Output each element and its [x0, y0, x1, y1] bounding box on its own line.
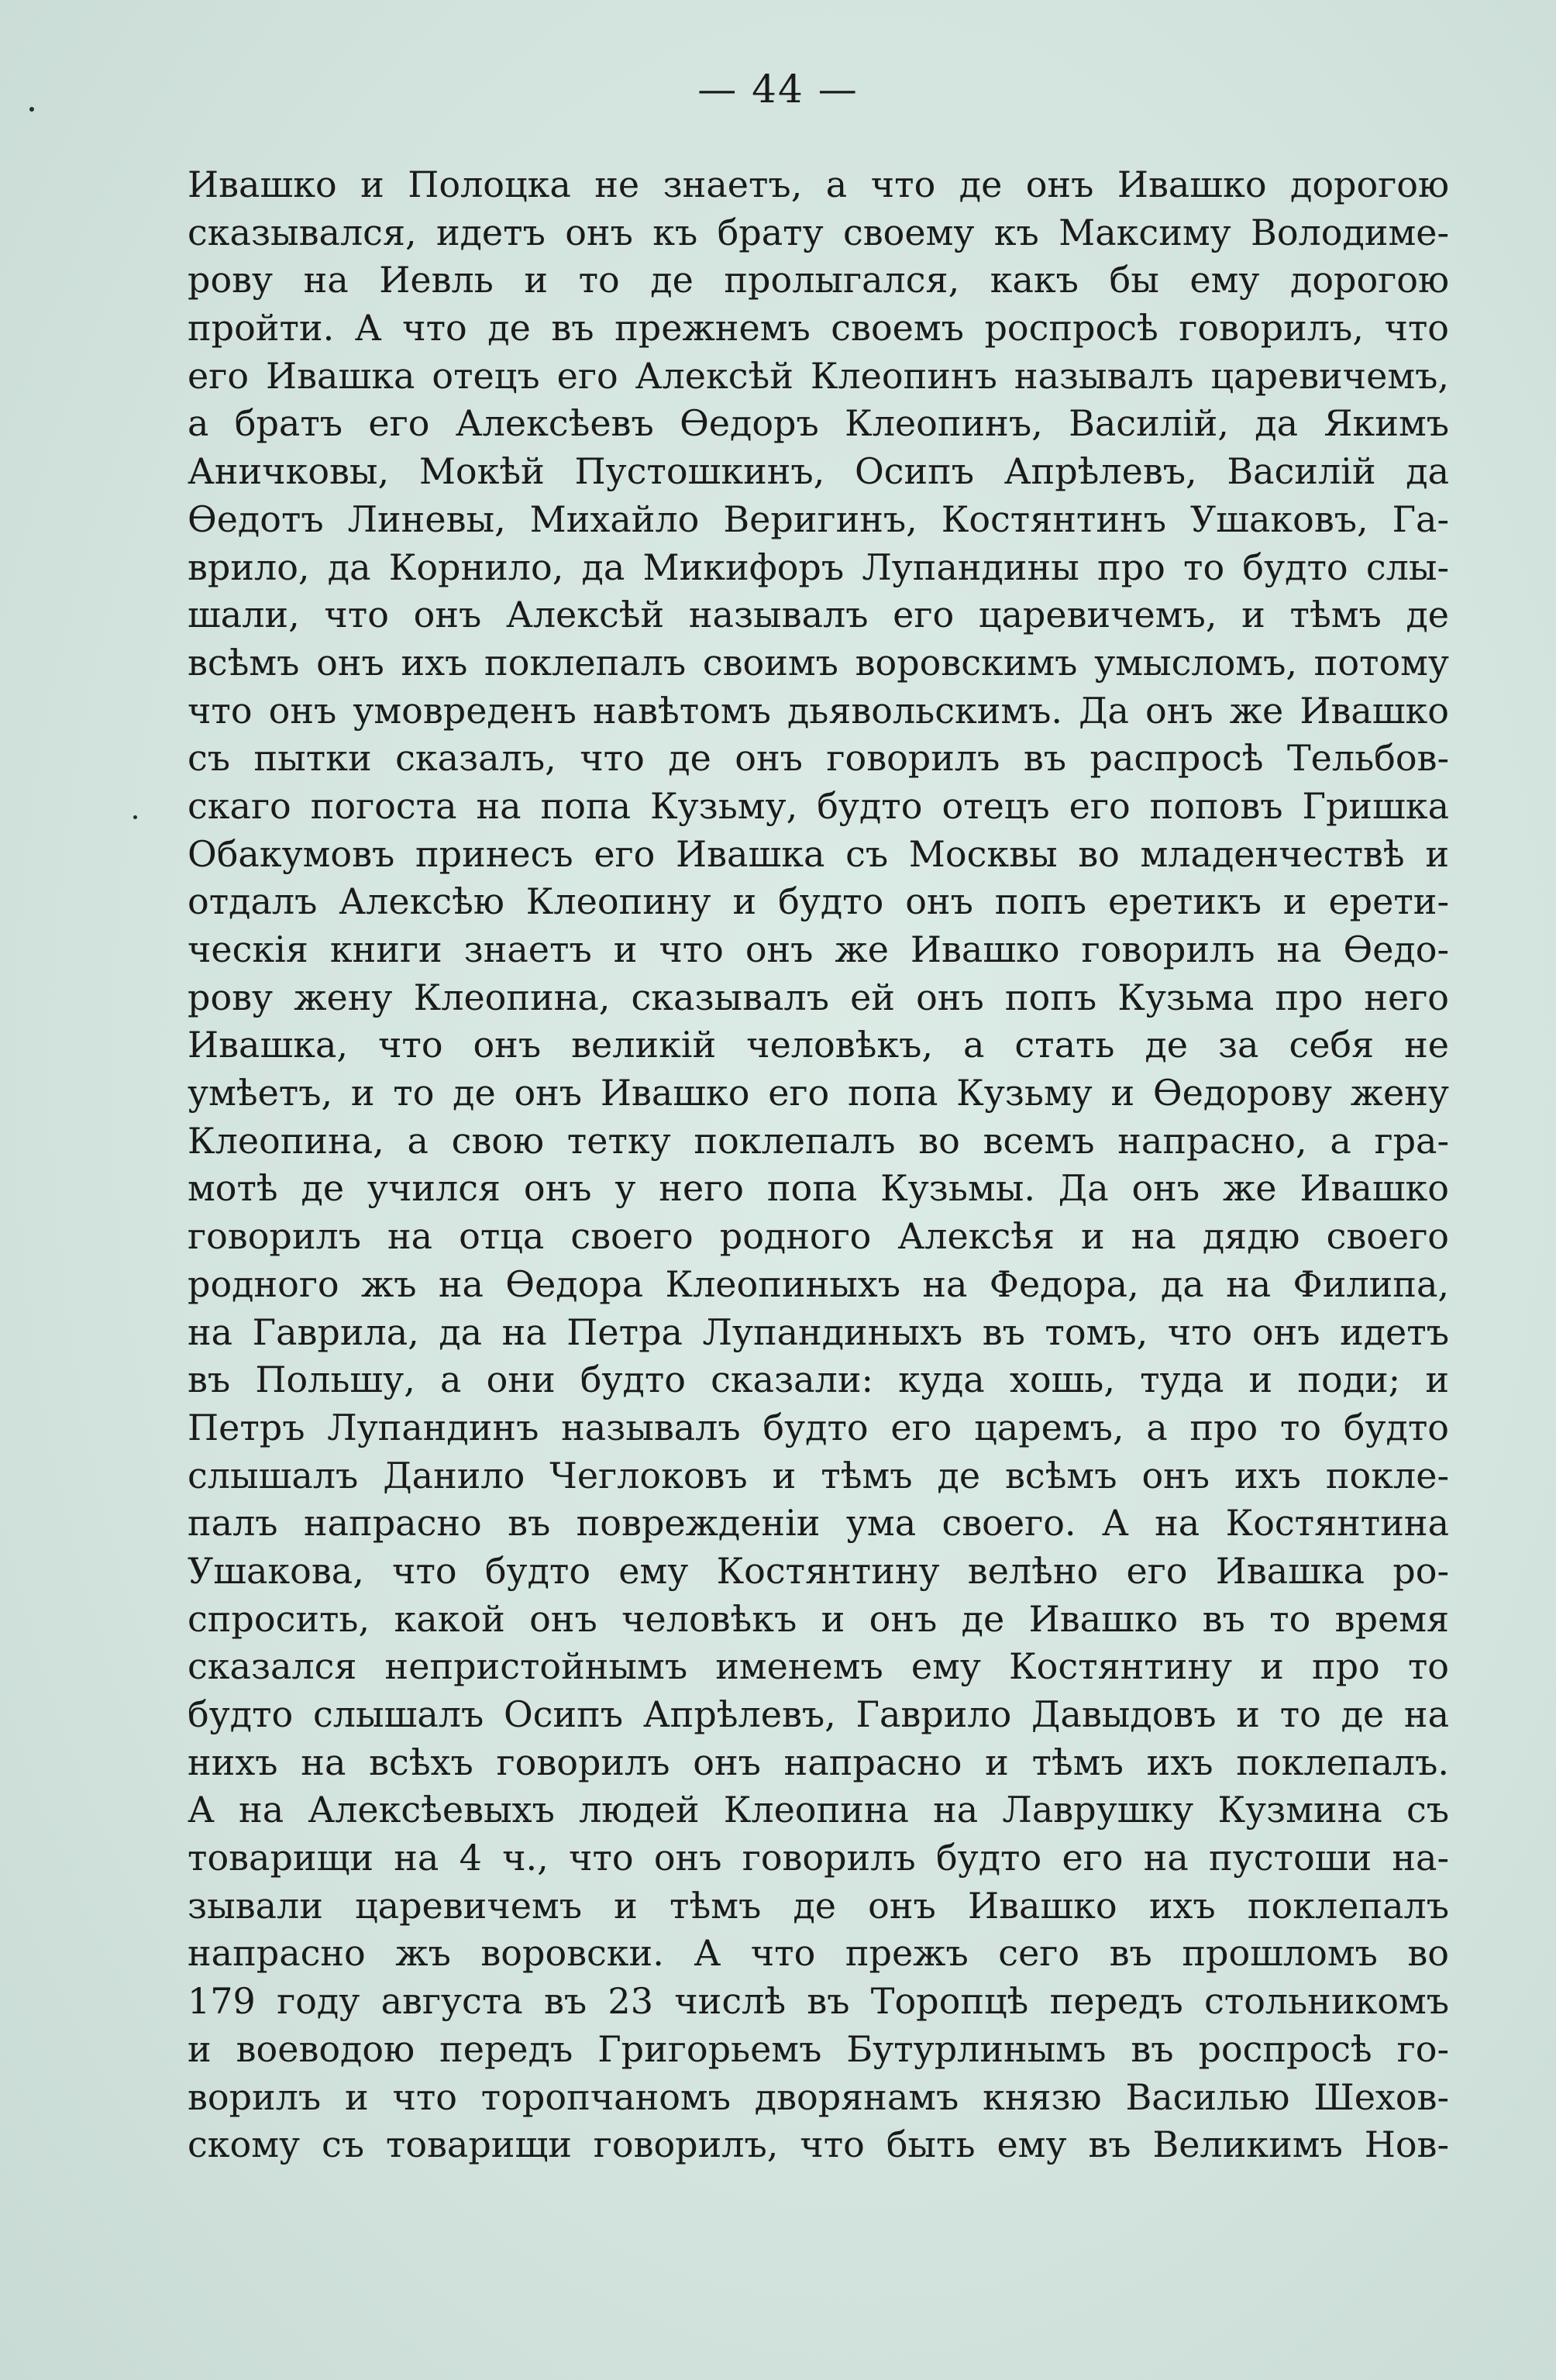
- text-line: А на Алексѣевыхъ людей Клеопина на Лаврушку Кузмина съ: [188, 1789, 1449, 1831]
- text-line: ворилъ и что торопчаномъ дворянамъ князю Василью Шехов-: [188, 2075, 1449, 2118]
- text-line: и воеводою передъ Григорьемъ Бутурлинымъ въ роспросѣ го-: [188, 2027, 1449, 2070]
- text-line: рову на Иевль и то де пролыгался, какъ бы ему дорогою: [188, 259, 1449, 301]
- text-line: ческiя книги знаетъ и что онъ же Ивашко говорилъ на Ѳедо-: [188, 928, 1449, 970]
- text-line: напрасно жъ воровски. А что прежъ сего въ прошломъ во: [188, 1932, 1449, 1975]
- text-line: что онъ умовреденъ навѣтомъ дьявольскимъ. Да онъ же Ивашко: [188, 689, 1449, 732]
- page-number: — 44 —: [697, 67, 859, 112]
- text-line: слышалъ Данило Чеглоковъ и тѣмъ де всѣмъ онъ ихъ покле-: [188, 1454, 1449, 1497]
- text-line: говорилъ на отца своего родного Алексѣя и на дядю своего: [188, 1215, 1449, 1258]
- paper-speck: [29, 107, 34, 112]
- paper-speck: [133, 815, 137, 819]
- text-line: Ивашка, что онъ великiй человѣкъ, а стать де за себя не: [188, 1024, 1449, 1066]
- text-line: скаго погоста на попа Кузьму, будто отецъ его поповъ Гришка: [188, 784, 1449, 827]
- text-line: Петръ Лупандинъ называлъ будто его царемъ, а про то будто: [188, 1406, 1449, 1448]
- text-line: спросить, какой онъ человѣкъ и онъ де Ивашко въ то время: [188, 1597, 1449, 1640]
- text-line: палъ напрасно въ поврежденiи ума своего. А на Костянтина: [188, 1502, 1449, 1545]
- text-line: Ушакова, что будто ему Костянтину велѣно его Ивашка ро-: [188, 1549, 1449, 1592]
- text-line: отдалъ Алексѣю Клеопину и будто онъ попъ еретикъ и ерети-: [188, 880, 1449, 923]
- text-line: Клеопина, а свою тетку поклепалъ во всемъ напрасно, а гра-: [188, 1119, 1449, 1162]
- text-line: сказывался, идетъ онъ къ брату своему къ Максиму Володиме-: [188, 211, 1449, 253]
- text-line: въ Польшу, а они будто сказали: куда хошь, туда и поди; и: [188, 1359, 1449, 1401]
- text-line: Аничковы, Мокѣй Пустошкинъ, Осипъ Апрѣлевъ, Василiй да: [188, 450, 1449, 493]
- text-line: сказался непристойнымъ именемъ ему Костянтину и про то: [188, 1645, 1449, 1688]
- text-line: мотѣ де учился онъ у него попа Кузьмы. Да онъ же Ивашко: [188, 1167, 1449, 1210]
- text-line: врило, да Корнило, да Микифоръ Лупандины про то будто слы-: [188, 546, 1449, 588]
- text-line: съ пытки сказалъ, что де онъ говорилъ въ распросѣ Тельбов-: [188, 737, 1449, 780]
- text-line: родного жъ на Ѳедора Клеопиныхъ на Федора, да на Филипа,: [188, 1262, 1449, 1305]
- text-line: на Гаврила, да на Петра Лупандиныхъ въ томъ, что онъ идетъ: [188, 1311, 1449, 1353]
- text-line: а братъ его Алексѣевъ Ѳедоръ Клеопинъ, Василiй, да Якимъ: [188, 402, 1449, 445]
- text-line: рову жену Клеопина, сказывалъ ей онъ попъ Кузьма про него: [188, 976, 1449, 1018]
- text-line: Ивашко и Полоцка не знаетъ, а что де онъ Ивашко дорогою: [188, 164, 1449, 205]
- text-line: будто слышалъ Осипъ Апрѣлевъ, Гаврило Давыдовъ и то де на: [188, 1693, 1449, 1735]
- body-text: [188, 161, 1449, 2169]
- text-line: шали, что онъ Алексѣй называлъ его царевичемъ, и тѣмъ де: [188, 594, 1449, 636]
- text-line: зывали царевичемъ и тѣмъ де онъ Ивашко ихъ поклепалъ: [188, 1884, 1449, 1927]
- text-line: Обакумовъ принесъ его Ивашка съ Москвы во младенчествѣ и: [188, 832, 1449, 875]
- text-line: 179 году августа въ 23 числѣ въ Торопцѣ передъ стольникомъ: [188, 1980, 1449, 2023]
- text-line: умѣетъ, и то де онъ Ивашко его попа Кузьму и Ѳедорову жену: [188, 1072, 1449, 1114]
- text-line: Ѳедотъ Линевы, Михайло Веригинъ, Костянтинъ Ушаковъ, Га-: [188, 498, 1449, 540]
- text-line: всѣмъ онъ ихъ поклепалъ своимъ воровскимъ умысломъ, потому: [188, 641, 1449, 684]
- text-line: его Ивашка отецъ его Алексѣй Клеопинъ называлъ царевичемъ,: [188, 354, 1449, 397]
- text-line: товарищи на 4 ч., что онъ говорилъ будто его на пустоши на-: [188, 1837, 1449, 1879]
- text-line: скому съ товарищи говорилъ, что быть ему въ Великимъ Нов-: [188, 2123, 1449, 2166]
- text-line: нихъ на всѣхъ говорилъ онъ напрасно и тѣмъ ихъ поклепалъ.: [188, 1741, 1449, 1783]
- text-line: пройти. А что де въ прежнемъ своемъ роспросѣ говорилъ, что: [188, 307, 1449, 350]
